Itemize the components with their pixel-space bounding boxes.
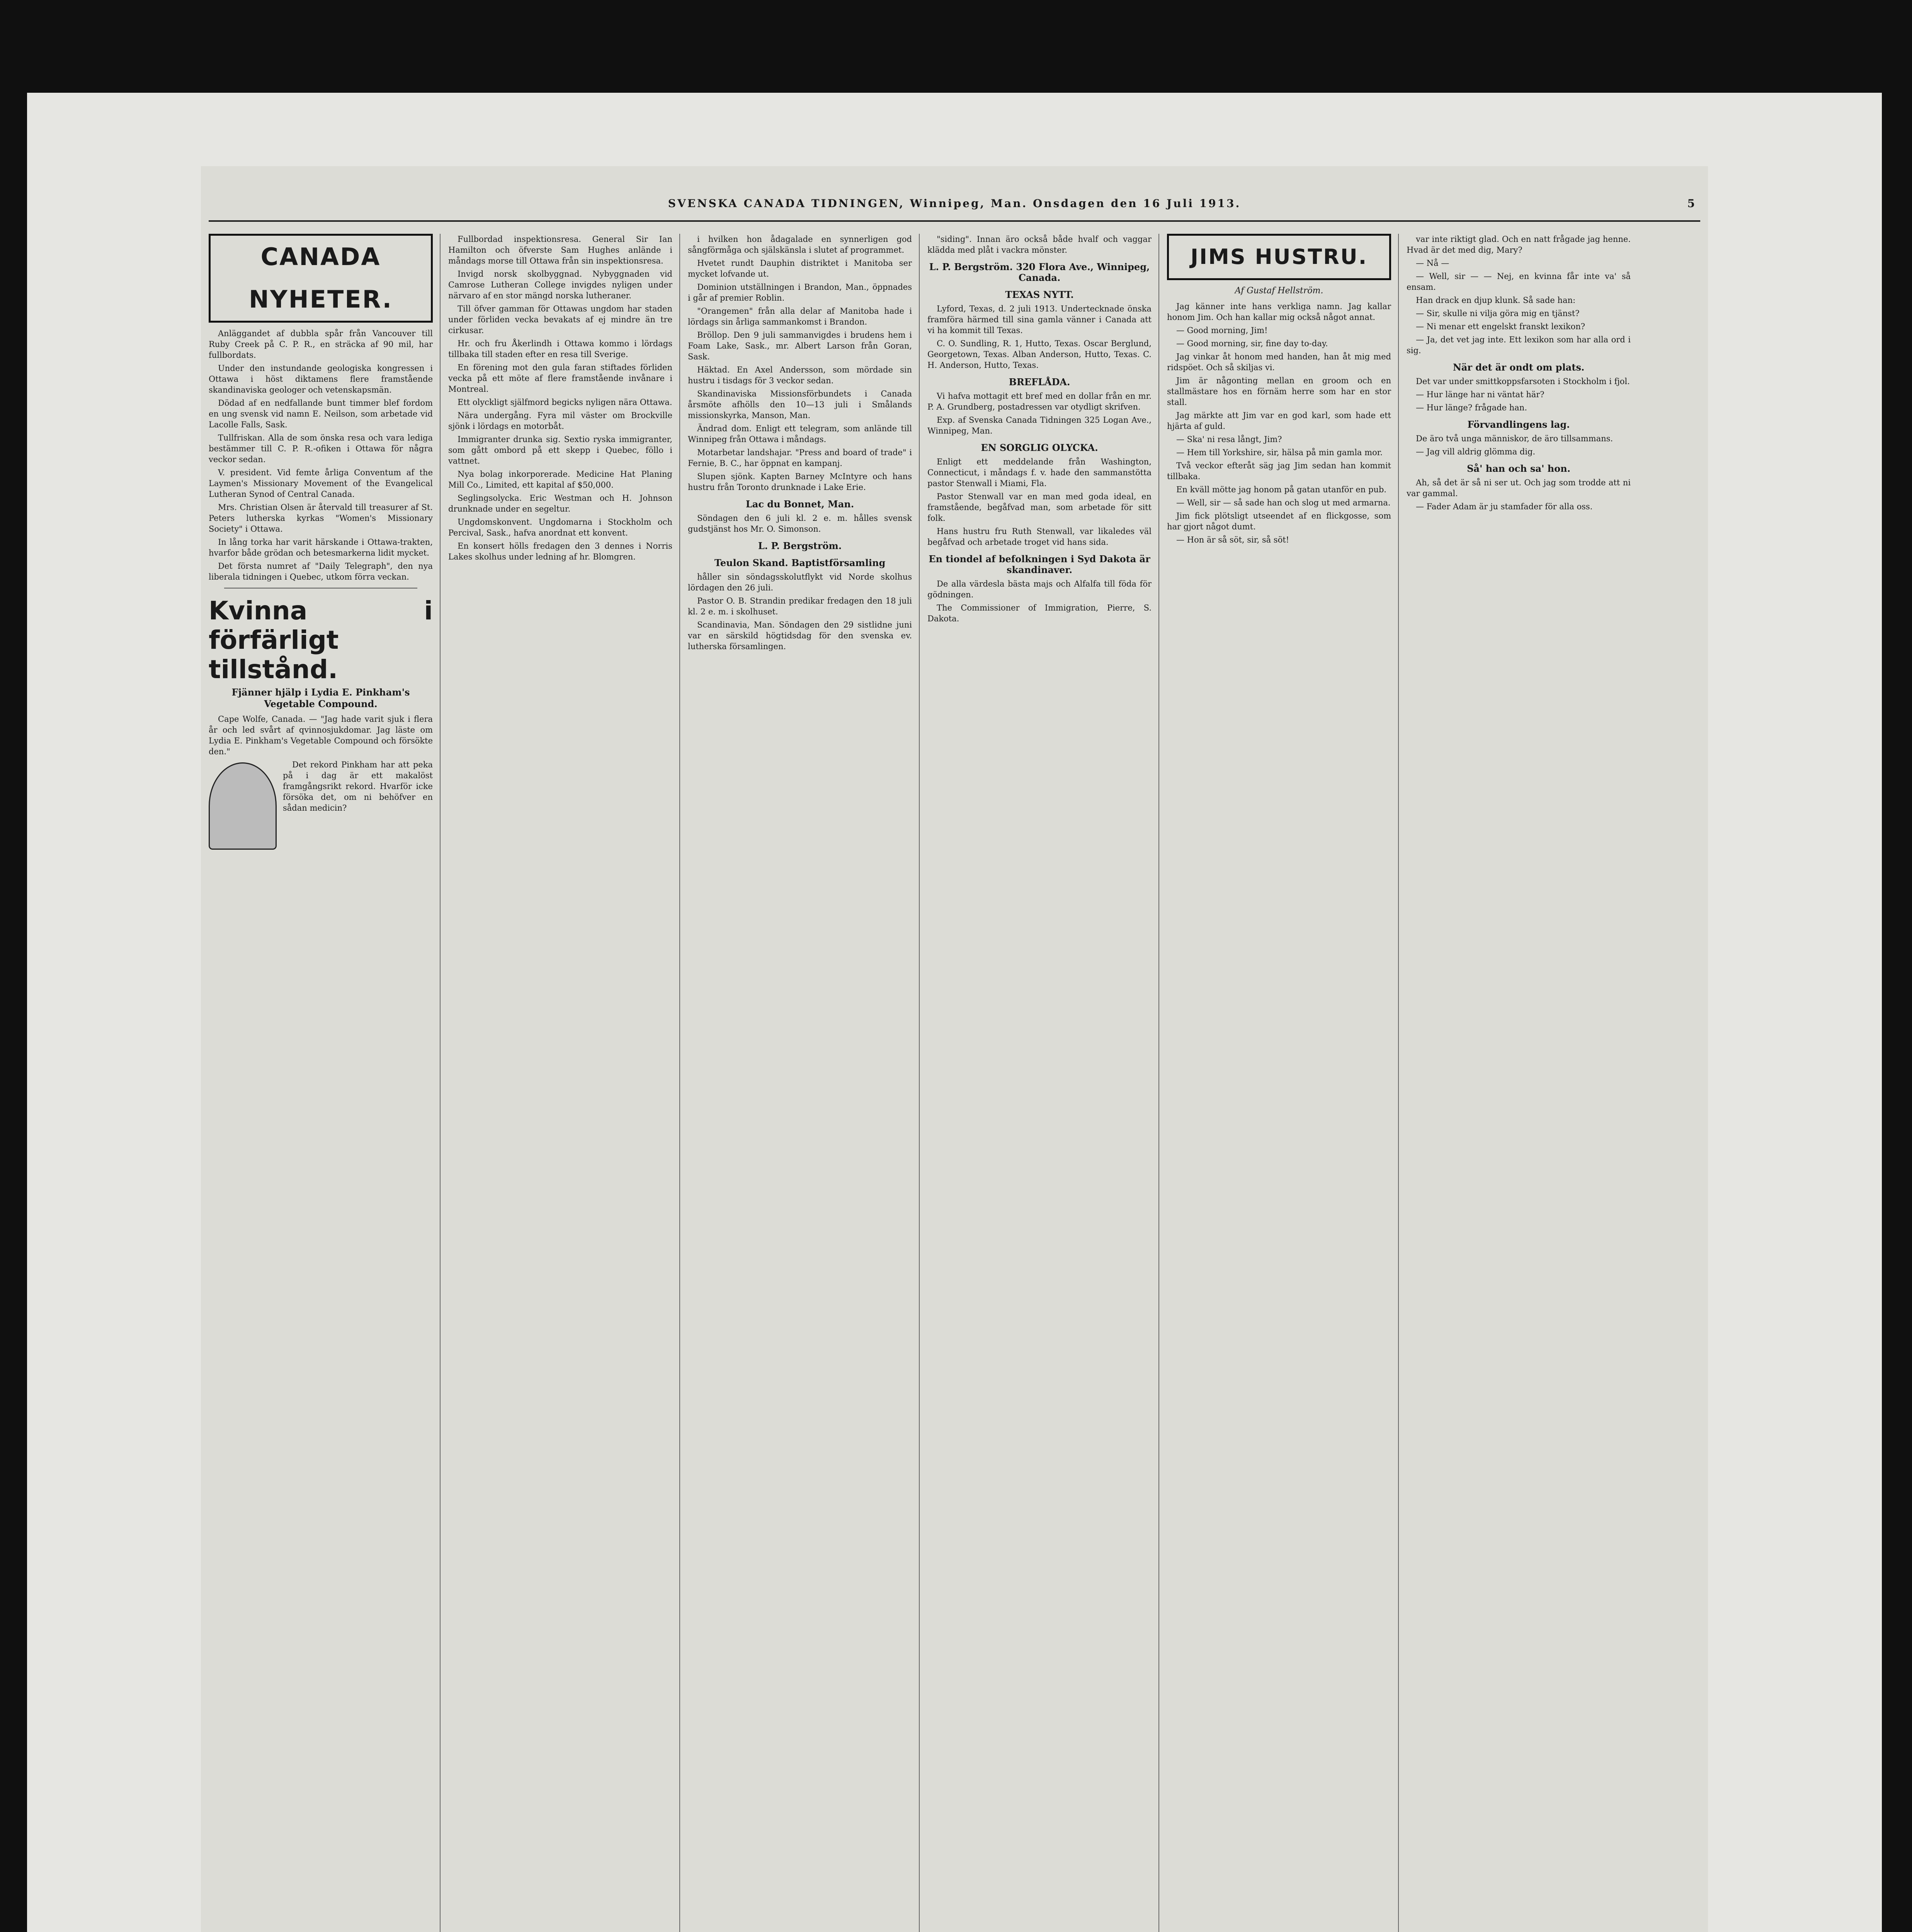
column-3 xyxy=(688,234,912,1932)
column-rule xyxy=(1398,234,1399,1932)
story-paragraph: Jim fick plötsligt utseendet af en flickgosse, som har gjort något dumt. xyxy=(1167,511,1391,531)
column-rule xyxy=(679,234,680,1932)
article-paragraph: Dödad af en nedfallande bunt timmer blef fordom en ung svensk vid namn E. Neilson, som arbetade vid Lacolle Falls, Sask. xyxy=(209,398,433,429)
story-paragraph: Jag vinkar åt honom med handen, han åt mig med ridspöet. Och så skiljas vi. xyxy=(1167,352,1391,372)
section-heading: Teulon Skand. Baptistförsamling xyxy=(714,557,886,568)
article-paragraph: Nya bolag inkorporerade. Medicine Hat Planing Mill Co., Limited, ett kapital af $50,000. xyxy=(448,469,672,490)
column-6 xyxy=(1407,234,1631,1932)
article-paragraph: Hans hustru fru Ruth Stenwall, var likaledes väl begåfvad och arbetade troget vid hans sida. xyxy=(927,527,1152,547)
advert-subheadline: Fjänner hjälp i Lydia E. Pinkham's Vegetable Compound. xyxy=(231,687,410,709)
section-heading: En tiondel af befolkningen i Syd Dakota är skandinaver. xyxy=(929,553,1150,575)
section-heading: BREFLÅDA. xyxy=(1009,376,1070,388)
column-rule xyxy=(919,234,920,1932)
article-paragraph: Bröllop. Den 9 juli sammanvigdes i brudens hem i Foam Lake, Sask., mr. Albert Larson från Goran, Sask. xyxy=(688,330,912,361)
article-paragraph: håller sin söndagsskolutflykt vid Norde skolhus lördagen den 26 juli. xyxy=(688,572,912,592)
story-paragraph: Jag märkte att Jim var en god karl, som hade ett hjärta af guld. xyxy=(1167,411,1391,431)
story-paragraph: Jim är någonting mellan en groom och en stallmästare hos en förnäm herre som har en stor stall. xyxy=(1167,376,1391,407)
article-paragraph: C. O. Sundling, R. 1, Hutto, Texas. Oscar Berglund, Georgetown, Texas. Alban Anderson, Hutto, Texas. C. H. Anderson, Hutto, Texas. xyxy=(927,339,1152,370)
article-paragraph: En förening mot den gula faran stiftades förliden vecka på ett möte af flere framstående invånare i Montreal. xyxy=(448,363,672,394)
story-paragraph: — Sir, skulle ni vilja göra mig en tjänst? xyxy=(1416,309,1580,318)
article-paragraph: Motarbetar landshajar. "Press and board of trade" i Fernie, B. C., har öppnat en kampanj. xyxy=(688,448,912,468)
story-paragraph: — Good morning, sir, fine day to-day. xyxy=(1176,339,1328,348)
story-paragraph: — Fader Adam är ju stamfader för alla oss. xyxy=(1416,502,1593,511)
advert-paragraph: Det rekord Pinkham har att peka på i dag är ett makalöst framgångsrikt rekord. Hvarför icke försöka det, om ni behöfver en sådan medicin? xyxy=(283,760,433,813)
article-paragraph: "Orangemen" från alla delar af Manitoba hade i lördags sin årliga sammankomst i Brandon. xyxy=(688,306,912,327)
signature: L. P. Bergström. 320 Flora Ave., Winnipeg, Canada. xyxy=(929,261,1150,283)
story-paragraph: var inte riktigt glad. Och en natt frågade jag henne. Hvad är det med dig, Mary? xyxy=(1407,235,1631,255)
section-heading: Så' han och sa' hon. xyxy=(1467,463,1570,474)
article-paragraph: "siding". Innan äro också både hvalf och vaggar klädda med plåt i vackra mönster. xyxy=(927,235,1152,255)
article-paragraph: i hvilken hon ådagalade en synnerligen god sångförmåga och själskänsla i slutet af programmet. xyxy=(688,235,912,255)
story-paragraph: — Jag vill aldrig glömma dig. xyxy=(1416,447,1536,456)
page-number: 5 xyxy=(1687,197,1696,210)
story-paragraph: — Good morning, Jim! xyxy=(1176,326,1268,335)
section-heading: EN SORGLIG OLYCKA. xyxy=(981,442,1098,453)
story-paragraph: — Ska' ni resa långt, Jim? xyxy=(1176,435,1282,444)
byline: Af Gustaf Hellström. xyxy=(1235,286,1323,296)
article-paragraph: Pastor O. B. Strandin predikar fredagen den 18 juli kl. 2 e. m. i skolhuset. xyxy=(688,596,912,616)
advert-headline: Kvinna i förfärligt tillstånd. xyxy=(209,596,433,684)
column-1 xyxy=(209,234,433,1932)
article-paragraph: Lyford, Texas, d. 2 juli 1913. Undertecknade önska framföra härmed till sina gamla vänner i Canada att vi ha kommit till Texas. xyxy=(927,304,1152,335)
story-paragraph: — Nå — xyxy=(1416,259,1449,268)
article-paragraph: Invigd norsk skolbyggnad. Nybyggnaden vid Camrose Lutheran College invigdes nyligen under närvaro af en stor mängd norska lutheraner. xyxy=(448,269,672,300)
article-paragraph: Seglingsolycka. Eric Westman och H. Johnson drunknade under en segeltur. xyxy=(448,493,672,514)
signature: L. P. Bergström. xyxy=(758,540,842,551)
article-paragraph: Exp. af Svenska Canada Tidningen 325 Logan Ave., Winnipeg, Man. xyxy=(927,415,1152,435)
section-heading: Förvandlingens lag. xyxy=(1467,419,1570,430)
article-paragraph: Ungdomskonvent. Ungdomarna i Stockholm och Percival, Sask., hafva anordnat ett konvent. xyxy=(448,517,672,537)
article-paragraph: Ändrad dom. Enligt ett telegram, som anlände till Winnipeg från Ottawa i måndags. xyxy=(688,424,912,444)
masthead xyxy=(209,197,1700,222)
story-paragraph: — Ni menar ett engelskt franskt lexikon? xyxy=(1416,322,1585,331)
jims-hustru-title: JIMS HUSTRU. xyxy=(1167,234,1391,280)
article-paragraph: Anläggandet af dubbla spår från Vancouver till Ruby Creek på C. P. R., en sträcka af 90 mil, har fullbordats. xyxy=(209,329,433,360)
story-paragraph: En kväll mötte jag honom på gatan utanför en pub. xyxy=(1176,485,1386,494)
newspaper-page xyxy=(201,166,1708,1932)
section-heading: Lac du Bonnet, Man. xyxy=(745,498,854,510)
portrait-image xyxy=(209,762,277,850)
story-paragraph: Det var under smittkoppsfarsoten i Stockholm i fjol. xyxy=(1416,377,1630,386)
article-paragraph: Hr. och fru Åkerlindh i Ottawa kommo i lördags tillbaka till staden efter en resa till Sverige. xyxy=(448,339,672,359)
article-paragraph: Pastor Stenwall var en man med goda ideal, en framstående, begåfvad man, som arbetade för sitt folk. xyxy=(927,492,1152,523)
story-paragraph: — Ja, det vet jag inte. Ett lexikon som har alla ord i sig. xyxy=(1407,335,1631,355)
article-paragraph: Tullfriskan. Alla de som önska resa och vara lediga bestämmer till C. P. R.-ofiken i Ottawa för några veckor sedan. xyxy=(209,433,433,464)
article-paragraph: De alla värdesla bästa majs och Alfalfa till föda för gödningen. xyxy=(927,579,1152,599)
article-paragraph: Under den instundande geologiska kongressen i Ottawa i höst diktamens flere framstående skandinaviska geologer och vetenskapsmän. xyxy=(209,364,433,395)
article-paragraph: Ett olyckligt själfmord begicks nyligen nära Ottawa. xyxy=(458,398,672,407)
article-paragraph: Fullbordad inspektionsresa. General Sir Ian Hamilton och öfverste Sam Hughes anlände i måndags morse till Ottawa från sin inspektionsresa. xyxy=(448,235,672,265)
masthead-text: SVENSKA CANADA TIDNINGEN, Winnipeg, Man. Onsdagen den 16 Juli 1913. xyxy=(668,197,1241,210)
story-paragraph: Ah, så det är så ni ser ut. Och jag som trodde att ni var gammal. xyxy=(1407,478,1631,498)
article-paragraph: En konsert hölls fredagen den 3 dennes i Norris Lakes skolhus under ledning af hr. Blomgren. xyxy=(448,541,672,561)
story-paragraph: — Well, sir — så sade han och slog ut med armarna. xyxy=(1176,498,1391,507)
article-paragraph: Immigranter drunka sig. Sextio ryska immigranter, som gått ombord på ett skepp i Quebec, föllo i vattnet. xyxy=(448,435,672,466)
article-paragraph: Det första numret af "Daily Telegraph", den nya liberala tidningen i Quebec, utkom förra veckan. xyxy=(209,561,433,582)
article-paragraph: Enligt ett meddelande från Washington, Connecticut, i måndags f. v. hade den sammanstötta pastor Stenwall i Miami, Fla. xyxy=(927,457,1152,488)
canada-nyheter-title: CANADA NYHETER. xyxy=(209,234,433,323)
story-paragraph: De äro två unga människor, de äro tillsammans. xyxy=(1416,434,1613,443)
article-paragraph: Skandinaviska Missionsförbundets i Canada årsmöte afhölls den 10—13 juli i Smålands missionskyrka, Manson, Man. xyxy=(688,389,912,420)
advert-paragraph: Cape Wolfe, Canada. — "Jag hade varit sjuk i flera år och led svårt af qvinnosjukdomar. Jag läste om Lydia E. Pinkham's Vegetable Compound och försökte den." xyxy=(209,714,433,756)
story-paragraph: Jag känner inte hans verkliga namn. Jag kallar honom Jim. Och han kallar mig också något annat. xyxy=(1167,302,1391,322)
article-paragraph: The Commissioner of Immigration, Pierre, S. Dakota. xyxy=(927,603,1152,623)
story-paragraph: Två veckor efteråt säg jag Jim sedan han kommit tillbaka. xyxy=(1167,461,1391,481)
column-4 xyxy=(927,234,1152,1932)
column-rule xyxy=(440,234,441,1932)
article-paragraph: Häktad. En Axel Andersson, som mördade sin hustru i tisdags för 3 veckor sedan. xyxy=(688,365,912,385)
story-paragraph: — Hur länge har ni väntat här? xyxy=(1416,390,1545,399)
article-paragraph: Hvetet rundt Dauphin distriktet i Manitoba ser mycket lofvande ut. xyxy=(688,259,912,279)
story-paragraph: Han drack en djup klunk. Så sade han: xyxy=(1416,296,1576,305)
section-heading: När det är ondt om plats. xyxy=(1453,362,1585,373)
article-paragraph: Vi hafva mottagit ett bref med en dollar från en mr. P. A. Grundberg, postadressen var otydligt skrifven. xyxy=(927,391,1152,412)
article-paragraph: Mrs. Christian Olsen är återvald till treasurer af St. Peters lutherska kyrkas "Women's Missionary Society" i Ottawa. xyxy=(209,503,433,534)
article-paragraph: Nära undergång. Fyra mil väster om Brockville sjönk i lördags en motorbåt. xyxy=(448,411,672,431)
story-paragraph: — Well, sir — — Nej, en kvinna får inte va' så ensam. xyxy=(1407,272,1631,292)
section-heading: TEXAS NYTT. xyxy=(1005,289,1074,300)
article-paragraph: Söndagen den 6 juli kl. 2 e. m. hålles svensk gudstjänst hos Mr. O. Simonson. xyxy=(688,514,912,534)
article-paragraph: Dominion utställningen i Brandon, Man., öppnades i går af premier Roblin. xyxy=(688,282,912,303)
article-paragraph: Scandinavia, Man. Söndagen den 29 sistlidne juni var en särskild högtidsdag för den svenska ev. lutherska församlingen. xyxy=(688,620,912,651)
story-paragraph: — Hem till Yorkshire, sir, hälsa på min gamla mor. xyxy=(1176,448,1383,457)
column-5 xyxy=(1167,234,1391,1932)
story-paragraph: — Hon är så söt, sir, så söt! xyxy=(1176,535,1289,544)
article-paragraph: Slupen sjönk. Kapten Barney McIntyre och hans hustru från Toronto drunknade i Lake Erie. xyxy=(688,472,912,492)
column-2 xyxy=(448,234,672,1932)
column-rule xyxy=(1158,234,1159,1932)
story-paragraph: — Hur länge? frågade han. xyxy=(1416,403,1527,412)
article-paragraph: In lång torka har varit härskande i Ottawa-trakten, hvarfor både grödan och betesmarkerna lidit mycket. xyxy=(209,537,433,558)
article-paragraph: V. president. Vid femte årliga Conventum af the Laymen's Missionary Movement of the Evangelical Lutheran Synod of Central Canada. xyxy=(209,468,433,499)
article-paragraph: Till öfver gamman för Ottawas ungdom har staden under förliden vecka bevakats af ej mindre än tre cirkusar. xyxy=(448,304,672,335)
